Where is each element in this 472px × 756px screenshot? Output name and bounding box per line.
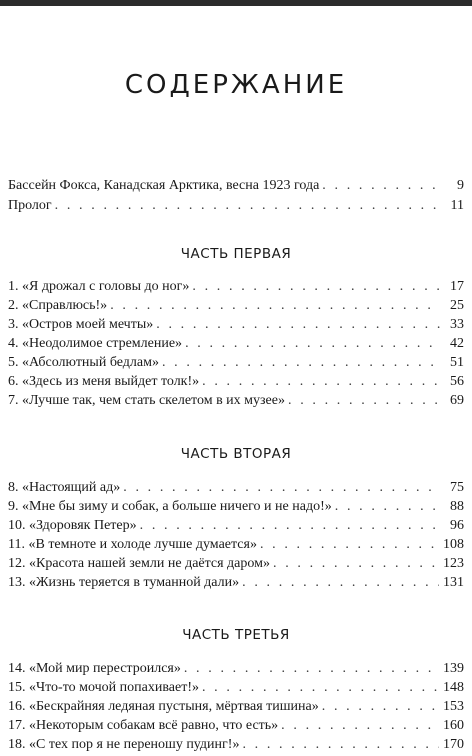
leader-dots [242, 573, 439, 593]
toc-entry [8, 535, 464, 555]
leader-dots [281, 716, 439, 736]
page-title: СОДЕРЖАНИЕ [124, 70, 348, 100]
toc-entry-page: 56 [450, 374, 464, 389]
toc-entry [8, 678, 464, 698]
toc-entry [8, 516, 464, 536]
toc-entry [8, 478, 464, 498]
toc-entry-title: 13. «Жизнь теряется в туманной дали» [8, 575, 240, 590]
toc-entry-page: 9 [457, 178, 464, 193]
leader-dots [184, 659, 439, 679]
toc-entry-page: 17 [450, 279, 464, 294]
toc-entry-title: 15. «Что-то мочой попахивает!» [8, 680, 199, 695]
toc-entry-page: 148 [443, 680, 464, 695]
leader-dots [110, 296, 440, 316]
toc-entry-title: 2. «Справлюсь!» [8, 298, 108, 313]
toc-entry [8, 659, 464, 679]
toc-entry-page: 33 [450, 317, 464, 332]
toc-entry [8, 697, 464, 717]
toc-entry [8, 716, 464, 736]
toc-entry-title: 18. «С тех пор я не переношу пудинг!» [8, 737, 240, 752]
leader-dots [288, 391, 440, 411]
part-title: ЧАСТЬ ТРЕТЬЯ [182, 627, 290, 643]
toc-entry [8, 573, 464, 593]
toc-entry [8, 353, 464, 373]
toc-entry [8, 334, 464, 354]
toc-entry [8, 372, 464, 392]
leader-dots [335, 497, 440, 517]
leader-dots [322, 697, 439, 717]
part-title: ЧАСТЬ ПЕРВАЯ [180, 246, 292, 262]
toc-entry-page: 75 [450, 480, 464, 495]
toc-entry-page: 123 [443, 556, 464, 571]
leader-dots [123, 478, 440, 498]
toc-entry-title: 7. «Лучше так, чем стать скелетом в их музее» [8, 393, 285, 408]
leader-dots [242, 735, 439, 755]
toc-entry-title: 5. «Абсолютный бедлам» [8, 355, 159, 370]
toc-entry [8, 277, 464, 297]
toc-entry [8, 196, 464, 216]
toc-entry-title: 1. «Я дрожал с головы до ног» [8, 279, 190, 294]
toc-entry-page: 160 [443, 718, 464, 733]
toc-entry-title: Бассейн Фокса, Канадская Арктика, весна 1923 года [8, 178, 320, 193]
toc-entry-page: 131 [443, 575, 464, 590]
toc-entry [8, 497, 464, 517]
top-rule [0, 0, 472, 6]
leader-dots [185, 334, 440, 354]
toc-entry-page: 96 [450, 518, 464, 533]
leader-dots [322, 176, 440, 196]
toc-entry-page: 170 [443, 737, 464, 752]
toc-entry-title: 6. «Здесь из меня выйдет толк!» [8, 374, 200, 389]
leader-dots [156, 315, 440, 335]
toc-entry-page: 88 [450, 499, 464, 514]
leader-dots [273, 554, 439, 574]
toc-entry-title: 9. «Мне бы зиму и собак, а больше ничего и не надо!» [8, 499, 332, 514]
toc-entry-title: Пролог [8, 198, 52, 213]
toc-entry-page: 51 [450, 355, 464, 370]
toc-entry [8, 296, 464, 316]
leader-dots [162, 353, 440, 373]
toc-entry-page: 139 [443, 661, 464, 676]
leader-dots [202, 678, 439, 698]
toc-entry-page: 42 [450, 336, 464, 351]
leader-dots [192, 277, 440, 297]
toc-entry-page: 25 [450, 298, 464, 313]
toc-entry-title: 4. «Неодолимое стремление» [8, 336, 183, 351]
toc-entry-title: 16. «Бескрайняя ледяная пустыня, мёртвая тишина» [8, 699, 319, 714]
toc-entry-title: 12. «Красота нашей земли не даётся даром» [8, 556, 270, 571]
toc-entry-title: 8. «Настоящий ад» [8, 480, 121, 495]
toc-entry [8, 176, 464, 196]
toc-entry-title: 11. «В темноте и холоде лучше думается» [8, 537, 257, 552]
toc-entry [8, 735, 464, 755]
toc-entry-page: 69 [450, 393, 464, 408]
toc-entry-page: 153 [443, 699, 464, 714]
toc-entry-title: 3. «Остров моей мечты» [8, 317, 154, 332]
leader-dots [140, 516, 440, 536]
toc-entry-title: 17. «Некоторым собакам всё равно, что есть» [8, 718, 279, 733]
leader-dots [202, 372, 440, 392]
toc-entry-title: 10. «Здоровяк Петер» [8, 518, 137, 533]
toc-entry [8, 391, 464, 411]
part-title: ЧАСТЬ ВТОРАЯ [180, 446, 292, 462]
leader-dots [260, 535, 439, 555]
leader-dots [55, 196, 440, 216]
toc-entry-page: 108 [443, 537, 464, 552]
toc-entry-title: 14. «Мой мир перестроился» [8, 661, 181, 676]
toc-entry [8, 554, 464, 574]
toc-entry [8, 315, 464, 335]
toc-entry-page: 11 [450, 198, 464, 213]
